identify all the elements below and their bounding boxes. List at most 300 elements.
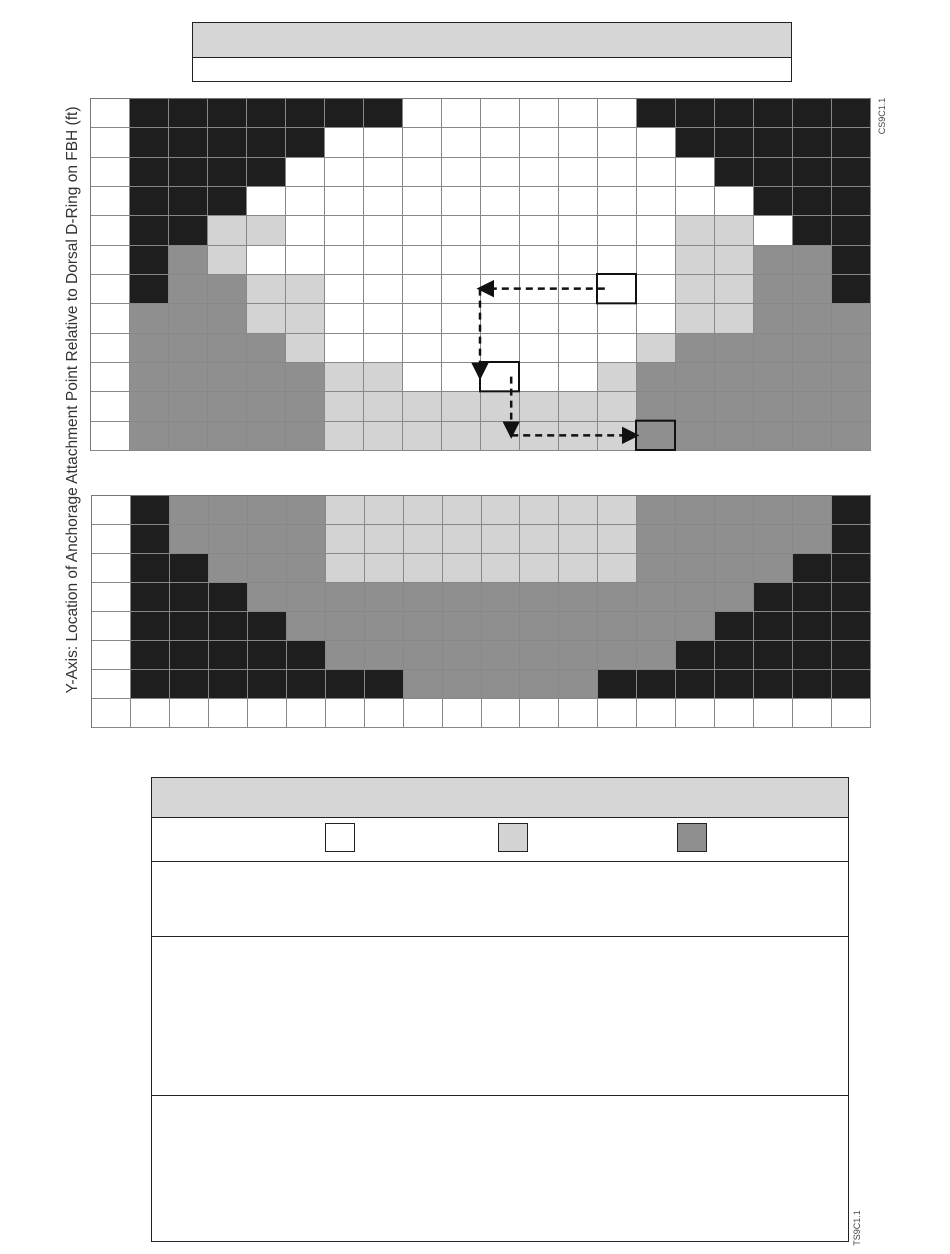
lower-grid-cell [287, 496, 326, 525]
lower-hazard-grid [91, 495, 871, 728]
upper-grid-cell [832, 128, 871, 157]
upper-grid-cell [364, 246, 403, 275]
lower-grid-cell [520, 641, 559, 670]
lower-grid-cell [287, 525, 326, 554]
upper-grid-cell [403, 363, 442, 392]
upper-grid-cell [286, 363, 325, 392]
lower-grid-cell [482, 641, 521, 670]
lower-grid-cell [209, 670, 248, 699]
legend-header-band [152, 778, 848, 818]
lower-grid-cell [520, 496, 559, 525]
title-box-header-band [193, 23, 791, 58]
upper-grid-cell [130, 158, 169, 187]
upper-grid-cell [130, 392, 169, 421]
upper-grid-cell [208, 128, 247, 157]
lower-grid-cell [715, 612, 754, 641]
lower-grid-cell [287, 583, 326, 612]
lower-grid-cell [598, 670, 637, 699]
upper-grid-cell [91, 422, 130, 451]
upper-grid-cell [91, 275, 130, 304]
lower-grid-cell [404, 554, 443, 583]
lower-grid-cell [676, 583, 715, 612]
lower-grid-cell [170, 699, 209, 728]
lower-grid-cell [404, 525, 443, 554]
upper-grid-cell [403, 334, 442, 363]
lower-grid-cell [676, 525, 715, 554]
upper-grid-cell [130, 99, 169, 128]
lower-grid-cell [365, 641, 404, 670]
lower-grid-cell [637, 641, 676, 670]
lower-grid-cell [482, 699, 521, 728]
lower-grid-cell [754, 525, 793, 554]
legend-swatch-medium [677, 823, 707, 852]
lower-grid-cell [92, 525, 131, 554]
lower-grid-cell [287, 699, 326, 728]
upper-grid-cell [520, 128, 559, 157]
lower-grid-cell [404, 496, 443, 525]
upper-grid-cell [169, 158, 208, 187]
upper-grid-cell [676, 187, 715, 216]
upper-grid-cell [637, 128, 676, 157]
upper-grid-cell [481, 128, 520, 157]
lower-grid-cell [637, 612, 676, 641]
upper-grid-cell [247, 99, 286, 128]
lower-grid-cell [559, 641, 598, 670]
lower-grid-cell [287, 554, 326, 583]
lower-grid-cell [404, 641, 443, 670]
upper-grid-cell [286, 246, 325, 275]
lower-grid-cell [520, 612, 559, 641]
upper-grid-cell [442, 304, 481, 333]
upper-grid-cell [169, 304, 208, 333]
lower-grid-cell [559, 612, 598, 641]
diagram-title-box [192, 22, 792, 82]
upper-grid-cell [364, 99, 403, 128]
upper-grid-cell [208, 304, 247, 333]
lower-grid-cell [365, 525, 404, 554]
lower-grid-cell [443, 612, 482, 641]
upper-grid-cell [403, 128, 442, 157]
upper-grid-cell [676, 216, 715, 245]
upper-grid-cell [676, 304, 715, 333]
legend-swatch-row [152, 817, 848, 862]
upper-grid-cell [754, 128, 793, 157]
lower-grid-cell [793, 554, 832, 583]
upper-grid-cell [481, 158, 520, 187]
upper-grid-cell [169, 334, 208, 363]
upper-grid-cell [520, 246, 559, 275]
lower-grid-cell [248, 496, 287, 525]
upper-grid-cell [247, 128, 286, 157]
lower-grid-cell [131, 699, 170, 728]
lower-grid-cell [365, 699, 404, 728]
lower-grid-cell [248, 699, 287, 728]
lower-grid-cell [131, 554, 170, 583]
lower-grid-cell [326, 525, 365, 554]
lower-grid-cell [92, 612, 131, 641]
upper-grid-cell [364, 187, 403, 216]
upper-grid-cell [91, 392, 130, 421]
upper-grid-cell [91, 158, 130, 187]
lower-grid-cell [832, 554, 871, 583]
lower-grid-cell [715, 641, 754, 670]
lower-grid-cell [754, 641, 793, 670]
lower-grid-cell [637, 583, 676, 612]
lower-grid-cell [365, 583, 404, 612]
lower-grid-cell [365, 496, 404, 525]
upper-grid-cell [325, 99, 364, 128]
lower-grid-cell [715, 583, 754, 612]
upper-grid-cell [325, 216, 364, 245]
lower-grid-cell [326, 641, 365, 670]
upper-grid-cell [364, 158, 403, 187]
lower-grid-cell [443, 554, 482, 583]
upper-grid-cell [559, 128, 598, 157]
upper-grid-cell [481, 99, 520, 128]
lower-grid-cell [598, 612, 637, 641]
upper-grid-cell [481, 246, 520, 275]
upper-grid-cell [442, 392, 481, 421]
upper-grid-cell [169, 187, 208, 216]
upper-grid-cell [325, 304, 364, 333]
upper-grid-cell [247, 422, 286, 451]
lower-grid-cell [793, 496, 832, 525]
upper-grid-cell [442, 246, 481, 275]
lower-grid-cell [598, 641, 637, 670]
upper-grid-cell [598, 392, 637, 421]
lower-grid-cell [715, 496, 754, 525]
lower-grid-cell [598, 496, 637, 525]
upper-grid-cell [598, 363, 637, 392]
upper-grid-cell [247, 246, 286, 275]
lower-grid-cell [832, 525, 871, 554]
upper-grid-cell [91, 216, 130, 245]
lower-grid-cell [520, 699, 559, 728]
upper-grid-cell [325, 128, 364, 157]
upper-grid-cell [793, 246, 832, 275]
lower-grid-cell [715, 554, 754, 583]
upper-grid-cell [208, 99, 247, 128]
upper-grid-cell [208, 187, 247, 216]
upper-grid-cell [247, 216, 286, 245]
lower-grid-cell [404, 612, 443, 641]
lower-grid-cell [520, 525, 559, 554]
legend-row-2 [152, 937, 848, 1096]
upper-grid-cell [559, 275, 598, 304]
lower-grid-cell [170, 641, 209, 670]
upper-grid-cell [364, 128, 403, 157]
upper-grid-cell [169, 216, 208, 245]
upper-grid-cell [598, 304, 637, 333]
lower-grid-cell [793, 699, 832, 728]
lower-grid-cell [676, 612, 715, 641]
lower-grid-cell [559, 496, 598, 525]
upper-grid-cell [715, 363, 754, 392]
upper-grid-cell [832, 392, 871, 421]
upper-grid-cell [91, 363, 130, 392]
upper-grid-cell [325, 422, 364, 451]
lower-grid-cell [170, 496, 209, 525]
upper-grid-cell [286, 304, 325, 333]
upper-grid-cell [442, 128, 481, 157]
upper-grid-cell [442, 99, 481, 128]
upper-grid-cell [832, 363, 871, 392]
legend-table [151, 777, 849, 1242]
upper-grid-cell [169, 128, 208, 157]
upper-grid-cell [715, 422, 754, 451]
lower-grid-cell [170, 670, 209, 699]
upper-grid-cell [442, 187, 481, 216]
upper-grid-cell [559, 158, 598, 187]
upper-grid-cell [364, 422, 403, 451]
lower-grid-cell [520, 583, 559, 612]
upper-grid-cell [286, 392, 325, 421]
upper-grid-cell [130, 128, 169, 157]
lower-grid-cell [248, 612, 287, 641]
lower-grid-cell [754, 496, 793, 525]
lower-grid-cell [482, 670, 521, 699]
lower-grid-cell [832, 641, 871, 670]
upper-grid-cell [559, 392, 598, 421]
upper-grid-cell [715, 99, 754, 128]
upper-grid-cell [598, 334, 637, 363]
upper-grid-cell [403, 304, 442, 333]
upper-grid-cell [598, 422, 637, 451]
upper-grid-cell [793, 187, 832, 216]
lower-grid-cell [248, 554, 287, 583]
lower-grid-cell [676, 641, 715, 670]
upper-grid-cell [559, 304, 598, 333]
upper-grid-cell [286, 187, 325, 216]
lower-grid-cell [715, 670, 754, 699]
upper-grid-cell [442, 363, 481, 392]
upper-grid-cell [130, 422, 169, 451]
upper-grid-cell [481, 304, 520, 333]
upper-grid-cell [754, 216, 793, 245]
lower-grid-cell [754, 583, 793, 612]
lower-grid-cell [832, 699, 871, 728]
upper-grid-cell [598, 216, 637, 245]
upper-grid-cell [676, 334, 715, 363]
lower-grid-cell [287, 670, 326, 699]
upper-grid-cell [208, 392, 247, 421]
upper-grid-cell [442, 158, 481, 187]
lower-grid-cell [326, 612, 365, 641]
lower-grid-cell [404, 670, 443, 699]
upper-grid-cell [169, 422, 208, 451]
lower-grid-cell [715, 525, 754, 554]
upper-grid-cell [364, 334, 403, 363]
upper-grid-cell [520, 216, 559, 245]
upper-grid-cell [637, 304, 676, 333]
lower-grid-cell [131, 496, 170, 525]
upper-grid-cell [247, 158, 286, 187]
upper-grid-cell [676, 128, 715, 157]
lower-grid-cell [482, 583, 521, 612]
upper-grid-cell [364, 392, 403, 421]
lower-grid-cell [559, 670, 598, 699]
upper-grid-cell [832, 422, 871, 451]
lower-grid-cell [520, 554, 559, 583]
upper-grid-cell [559, 422, 598, 451]
lower-grid-cell [832, 496, 871, 525]
lower-grid-cell [131, 670, 170, 699]
upper-grid-cell [754, 334, 793, 363]
upper-grid-cell [325, 275, 364, 304]
upper-grid-cell [91, 128, 130, 157]
upper-grid-cell [325, 246, 364, 275]
upper-grid-cell [715, 334, 754, 363]
upper-grid-cell [793, 216, 832, 245]
upper-grid-cell [754, 187, 793, 216]
upper-grid-cell [247, 363, 286, 392]
upper-grid-cell [208, 363, 247, 392]
lower-grid-cell [170, 612, 209, 641]
upper-grid-cell [130, 363, 169, 392]
upper-grid-cell [598, 187, 637, 216]
upper-grid-cell [793, 128, 832, 157]
upper-grid-cell [403, 216, 442, 245]
upper-grid-cell [598, 99, 637, 128]
upper-grid-cell [754, 392, 793, 421]
lower-grid-cell [676, 496, 715, 525]
upper-grid-cell [169, 246, 208, 275]
lower-grid-cell [754, 699, 793, 728]
upper-grid-cell [832, 275, 871, 304]
upper-grid-cell [481, 187, 520, 216]
upper-grid-cell [559, 246, 598, 275]
lower-grid-cell [793, 670, 832, 699]
upper-grid-cell [130, 246, 169, 275]
lower-grid-cell [209, 583, 248, 612]
lower-grid-cell [404, 699, 443, 728]
upper-grid-cell [247, 187, 286, 216]
lower-grid-cell [365, 554, 404, 583]
upper-grid-cell [364, 216, 403, 245]
upper-grid-cell [793, 334, 832, 363]
lower-grid-cell [131, 583, 170, 612]
upper-grid-cell [169, 363, 208, 392]
upper-grid-cell [637, 216, 676, 245]
upper-grid-cell [793, 392, 832, 421]
upper-grid-cell [247, 275, 286, 304]
upper-grid-cell [598, 275, 637, 304]
upper-grid-cell [754, 304, 793, 333]
upper-grid-cell [286, 216, 325, 245]
upper-grid-cell [520, 392, 559, 421]
upper-grid-cell [481, 334, 520, 363]
upper-grid-cell [754, 363, 793, 392]
lower-grid-cell [326, 554, 365, 583]
lower-grid-cell [482, 612, 521, 641]
lower-grid-cell [92, 699, 131, 728]
lower-grid-cell [559, 525, 598, 554]
upper-grid-cell [754, 158, 793, 187]
lower-grid-cell [326, 583, 365, 612]
lower-grid-cell [209, 612, 248, 641]
upper-grid-cell [364, 363, 403, 392]
upper-grid-cell [559, 216, 598, 245]
upper-grid-cell [637, 99, 676, 128]
upper-grid-cell [481, 363, 520, 392]
upper-grid-cell [286, 334, 325, 363]
upper-grid-cell [91, 246, 130, 275]
lower-grid-cell [598, 554, 637, 583]
upper-grid-cell [520, 304, 559, 333]
lower-grid-cell [248, 525, 287, 554]
lower-grid-cell [793, 525, 832, 554]
upper-grid-cell [208, 246, 247, 275]
upper-grid-cell [403, 275, 442, 304]
upper-grid-cell [637, 275, 676, 304]
lower-grid-cell [793, 612, 832, 641]
upper-grid-cell [442, 275, 481, 304]
lower-grid-cell [793, 583, 832, 612]
upper-grid-cell [247, 334, 286, 363]
upper-grid-cell [442, 216, 481, 245]
lower-grid-cell [209, 496, 248, 525]
lower-grid-cell [131, 612, 170, 641]
upper-grid-cell [520, 363, 559, 392]
lower-grid-cell [598, 699, 637, 728]
upper-grid-cell [520, 158, 559, 187]
lower-grid-cell [404, 583, 443, 612]
lower-grid-cell [170, 525, 209, 554]
lower-grid-cell [559, 699, 598, 728]
lower-grid-cell [754, 554, 793, 583]
upper-grid-cell [832, 187, 871, 216]
upper-grid-cell [325, 363, 364, 392]
lower-grid-cell [443, 496, 482, 525]
upper-grid-cell [520, 422, 559, 451]
upper-grid-cell [130, 334, 169, 363]
upper-grid-cell [403, 422, 442, 451]
lower-grid-cell [443, 670, 482, 699]
lower-grid-cell [637, 670, 676, 699]
upper-grid-cell [403, 187, 442, 216]
upper-grid-cell [169, 99, 208, 128]
upper-grid-cell [559, 99, 598, 128]
lower-grid-cell [443, 641, 482, 670]
lower-grid-cell [637, 525, 676, 554]
upper-grid-cell [715, 246, 754, 275]
lower-grid-cell [248, 583, 287, 612]
upper-grid-cell [325, 392, 364, 421]
upper-grid-cell [364, 275, 403, 304]
upper-grid-cell [715, 128, 754, 157]
lower-grid-cell [676, 670, 715, 699]
lower-grid-cell [443, 525, 482, 554]
legend-swatch-none [325, 823, 355, 852]
upper-grid-cell [676, 363, 715, 392]
legend-row-1 [152, 862, 848, 937]
upper-grid-cell [637, 187, 676, 216]
upper-grid-cell [598, 246, 637, 275]
lower-grid-cell [92, 670, 131, 699]
upper-grid-cell [754, 422, 793, 451]
lower-grid-cell [131, 525, 170, 554]
upper-grid-cell [559, 334, 598, 363]
upper-grid-cell [169, 392, 208, 421]
upper-grid-cell [247, 392, 286, 421]
lower-grid-cell [598, 583, 637, 612]
upper-grid-cell [598, 158, 637, 187]
lower-grid-cell [637, 554, 676, 583]
upper-grid-cell [91, 304, 130, 333]
upper-grid-cell [208, 216, 247, 245]
upper-grid-cell [715, 158, 754, 187]
upper-grid-cell [325, 187, 364, 216]
